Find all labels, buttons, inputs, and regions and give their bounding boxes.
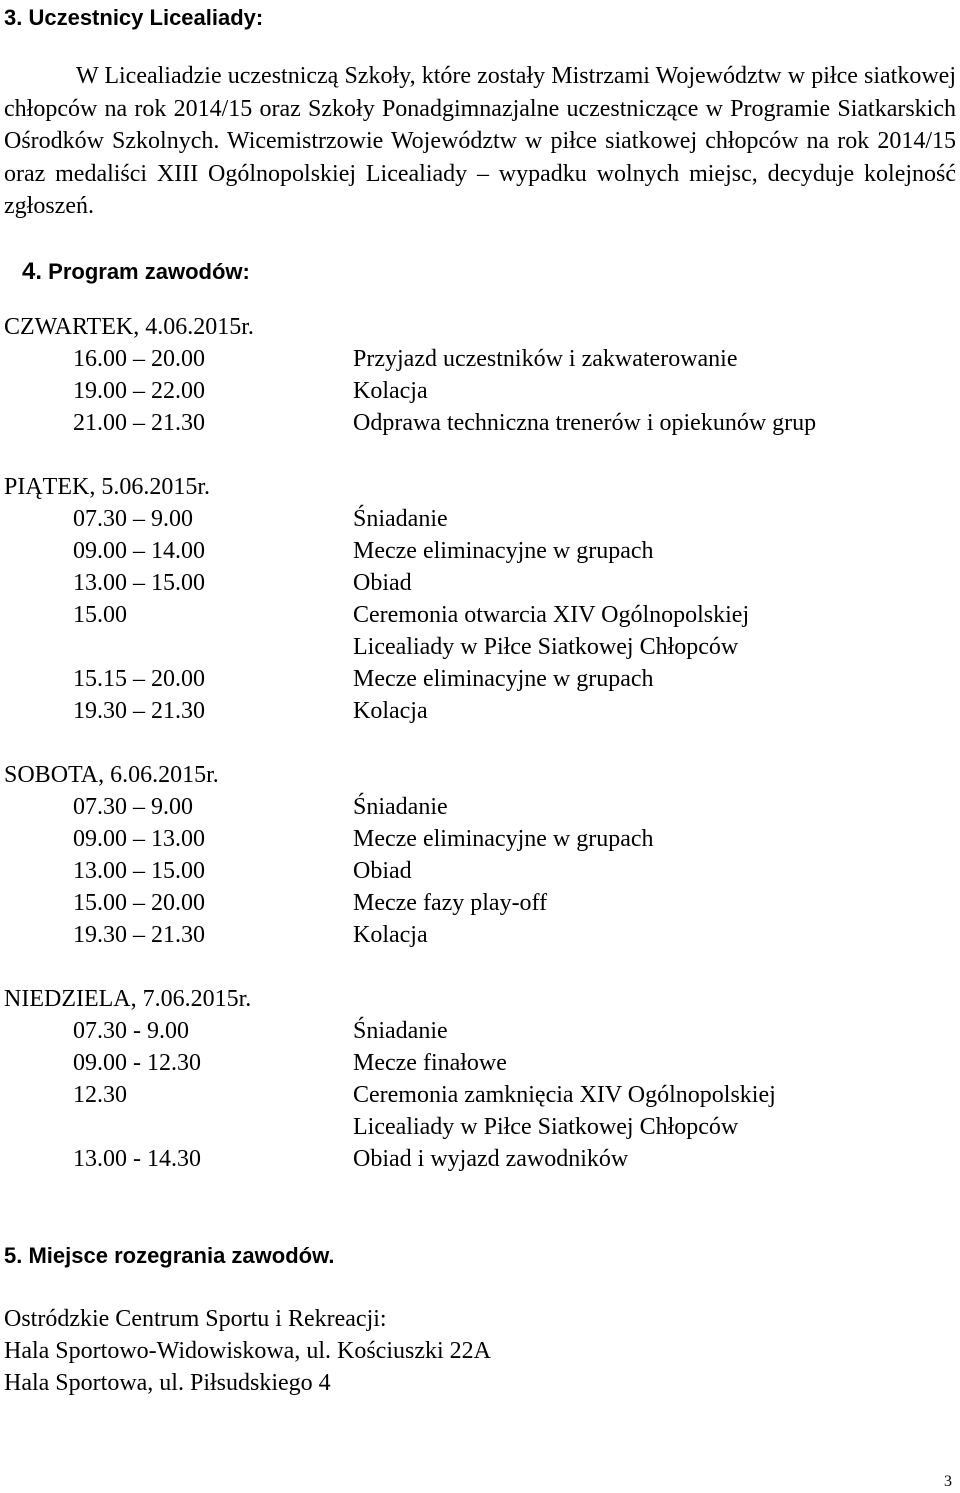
schedule-desc: Śniadanie [353,1018,448,1044]
schedule-time: 09.00 - 12.30 [73,1050,201,1076]
schedule-desc: Mecze eliminacyjne w grupach [353,666,654,692]
schedule-time: 15.00 [73,602,127,628]
section-3-heading: 3. Uczestnicy Licealiady: [4,5,264,30]
venue-line: Hala Sportowo-Widowiskowa, ul. Kościuszki 22A [4,1338,491,1364]
section-4-heading [22,256,250,288]
day-label-friday: PIĄTEK, 5.06.2015r. [4,474,210,500]
schedule-desc: Mecze eliminacyjne w grupach [353,826,654,852]
schedule-time: 19.30 – 21.30 [73,698,205,724]
schedule-time: 19.30 – 21.30 [73,922,205,948]
schedule-desc: Obiad [353,858,412,884]
schedule-desc: Śniadanie [353,506,448,532]
venue-line: Ostródzkie Centrum Sportu i Rekreacji: [4,1306,387,1332]
schedule-time: 09.00 – 14.00 [73,538,205,564]
schedule-time: 07.30 - 9.00 [73,1018,189,1044]
schedule-time: 09.00 – 13.00 [73,826,205,852]
schedule-desc: Przyjazd uczestników i zakwaterowanie [353,346,738,372]
schedule-time: 16.00 – 20.00 [73,346,205,372]
schedule-time: 12.30 [73,1082,127,1108]
schedule-time: 21.00 – 21.30 [73,410,205,436]
schedule-desc-continued: Licealiady w Piłce Siatkowej Chłopców [353,634,739,660]
schedule-desc: Mecze eliminacyjne w grupach [353,538,654,564]
section-4-title: Program zawodów: [48,259,250,284]
schedule-time: 13.00 – 15.00 [73,570,205,596]
schedule-time: 15.00 – 20.00 [73,890,205,916]
schedule-time: 13.00 - 14.30 [73,1146,201,1172]
schedule-desc: Kolacja [353,378,428,404]
section-4-number: 4. [22,258,43,285]
schedule-time: 19.00 – 22.00 [73,378,205,404]
schedule-desc: Mecze fazy play-off [353,890,548,916]
schedule-desc-continued: Licealiady w Piłce Siatkowej Chłopców [353,1114,739,1140]
schedule-desc: Obiad [353,570,412,596]
venue-line: Hala Sportowa, ul. Piłsudskiego 4 [4,1370,331,1396]
schedule-time: 13.00 – 15.00 [73,858,205,884]
schedule-desc: Śniadanie [353,794,448,820]
schedule-time: 15.15 – 20.00 [73,666,205,692]
day-label-sunday: NIEDZIELA, 7.06.2015r. [4,986,252,1012]
section-5-heading: 5. Miejsce rozegrania zawodów. [4,1243,335,1268]
schedule-time: 07.30 – 9.00 [73,506,193,532]
schedule-desc: Ceremonia zamknięcia XIV Ogólnopolskiej [353,1082,776,1108]
page-number: 3 [944,1473,952,1490]
schedule-desc: Kolacja [353,698,428,724]
schedule-desc: Odprawa techniczna trenerów i opiekunów grup [353,410,817,436]
section-3-paragraph-text: W Licealiadzie uczestniczą Szkoły, które zostały Mistrzami Województw w piłce siatkowej chłopców na rok 2014/15 oraz Szkoły Ponadgimnazjalne uczestniczące w Programie Siatkarskich Ośrodków Szkolnych. Wicemistrzowie Województw w piłce siatkowej chłopców na rok 2014/15 oraz medaliści XIII Ogólnopolskiej Licealiady – wypadku wolnych miejsc, decyduje kolejność zgłoszeń. [4,63,956,220]
day-label-thursday: CZWARTEK, 4.06.2015r. [4,314,254,340]
schedule-desc: Mecze finałowe [353,1050,507,1076]
schedule-desc: Obiad i wyjazd zawodników [353,1146,629,1172]
schedule-desc: Ceremonia otwarcia XIV Ogólnopolskiej [353,602,750,628]
day-label-saturday: SOBOTA, 6.06.2015r. [4,762,219,788]
schedule-time: 07.30 – 9.00 [73,794,193,820]
section-3-paragraph [4,60,956,223]
schedule-desc: Kolacja [353,922,428,948]
